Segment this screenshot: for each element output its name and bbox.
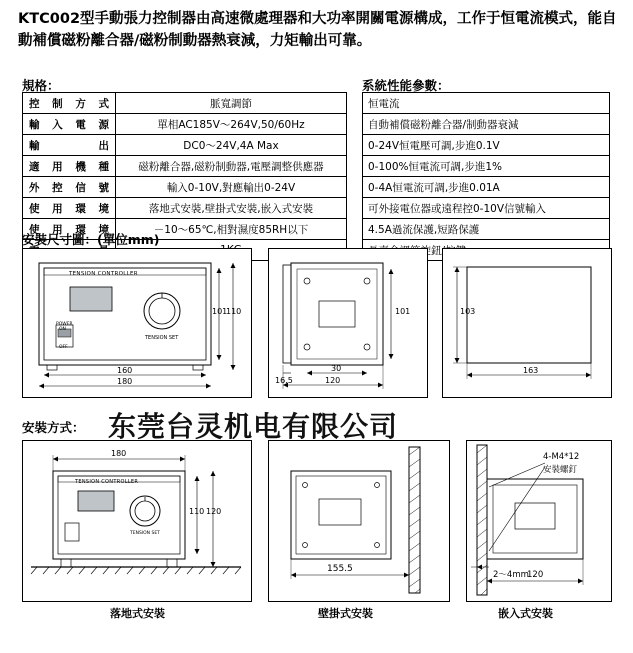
- spec-value: 輸入0-10V,對應輸出0-24V: [116, 177, 347, 198]
- mounting-section-title: 安裝方式：: [22, 420, 85, 435]
- page-headline: KTC002型手動張力控制器由高速微處理器和大功率開關電源構成，工作于恒電流模式，能自動補償磁粉離合器/磁粉制動器熱衰減，力矩輸出可靠。: [18, 11, 617, 50]
- dim-180-label: 180: [117, 377, 133, 386]
- table-row: [363, 177, 610, 198]
- table-row: [23, 114, 347, 135]
- dim-160-label: 160: [117, 366, 133, 375]
- table-row: [23, 177, 347, 198]
- dimension-back-view: [442, 248, 612, 398]
- dim-120-label: 120: [325, 376, 341, 385]
- perf-value: 0-24V恒電壓可調,步進0.1V: [363, 135, 610, 156]
- spec-value: －10～65℃,相對濕度85RH以下: [116, 219, 347, 240]
- table-row: [23, 135, 347, 156]
- dim-101-label: 101: [395, 307, 411, 316]
- panel-brand-label: TENSION CONTROLLER: [69, 271, 138, 277]
- screw-note-line2: 安裝螺釘: [543, 465, 578, 475]
- spec-value: 磁粉離合器,磁粉制動器,電壓調整供應器: [116, 156, 347, 177]
- spec-value: 落地式安裝,壁掛式安裝,嵌入式安裝: [116, 198, 347, 219]
- spec-value: DC0～24V,4A Max: [116, 135, 347, 156]
- power-label: POWER: [56, 322, 73, 327]
- spec-key: 適用機種: [23, 156, 116, 177]
- mounting-embedded-view: [466, 440, 612, 602]
- company-watermark: 东莞台灵机电有限公司: [108, 410, 399, 443]
- dim-163-label: 163: [523, 366, 539, 375]
- perf-value: 恒電流: [363, 93, 610, 114]
- floor-mount-caption: 落地式安裝: [110, 607, 165, 620]
- on-label: ON: [59, 327, 66, 332]
- spec-key: 使用環境: [23, 219, 116, 240]
- spec-key: 控制方式: [23, 93, 116, 114]
- spec-table: [22, 92, 347, 261]
- dim-110-label: 110: [226, 307, 242, 316]
- table-row: [363, 114, 610, 135]
- wall-thickness-label: 2～4mm: [493, 570, 529, 580]
- dim-155-5-label: 155.5: [327, 564, 353, 574]
- dimension-side-view: [268, 248, 428, 398]
- knob-label: TENSION SET: [145, 335, 179, 341]
- dim-120-label: 120: [527, 570, 544, 580]
- mounting-wall-view: [268, 440, 450, 602]
- table-row: [363, 219, 610, 240]
- spec-key: 使用環境: [23, 198, 116, 219]
- table-row: [363, 156, 610, 177]
- table-row: [23, 93, 347, 114]
- table-row: [23, 219, 347, 240]
- spec-key: 外控信號: [23, 177, 116, 198]
- performance-table: [362, 92, 610, 261]
- spec-value: 單相AC185V～264V,50/60Hz: [116, 114, 347, 135]
- dim-16-5-label: 16.5: [275, 376, 293, 385]
- dimension-section-title: 安裝尺寸圖：(單位mm): [22, 232, 160, 247]
- perf-value: 可外接電位器或遠程控0-10V信號輸入: [363, 198, 610, 219]
- dimension-front-view: [22, 248, 252, 398]
- spec-section-title: 規格：: [22, 78, 60, 93]
- knob-label: TENSION SET: [130, 531, 160, 536]
- wall-mount-caption: 壁掛式安裝: [318, 607, 373, 620]
- dim-103-label: 103: [460, 307, 476, 316]
- dim-30-label: 30: [331, 364, 342, 373]
- table-row: [363, 93, 610, 114]
- perf-section-title: 系統性能參數：: [362, 78, 450, 93]
- panel-brand-label: TENSION CONTROLLER: [75, 479, 139, 485]
- table-row: [23, 156, 347, 177]
- screw-note-line1: 4-M4*12: [543, 452, 580, 462]
- dim-101-label: 101: [212, 307, 228, 316]
- perf-value: 0-100%恒電流可調,步進1%: [363, 156, 610, 177]
- table-row: [23, 198, 347, 219]
- perf-value: 0-4A恒電流可調,步進0.01A: [363, 177, 610, 198]
- table-row: [363, 135, 610, 156]
- perf-value: 4.5A過流保護,短路保護: [363, 219, 610, 240]
- perf-value: 自動補償磁粉離合器/制動器衰減: [363, 114, 610, 135]
- embedded-mount-caption: 嵌入式安裝: [498, 607, 553, 620]
- mounting-floor-view: [22, 440, 252, 602]
- dim-120-label: 120: [206, 507, 222, 516]
- off-label: OFF: [59, 345, 68, 350]
- dim-110-label: 110: [189, 507, 205, 516]
- spec-key: 輸入電源: [23, 114, 116, 135]
- spec-key: 輸 出: [23, 135, 116, 156]
- dim-180-label: 180: [111, 449, 127, 458]
- spec-value: 脈寬調節: [116, 93, 347, 114]
- table-row: [363, 198, 610, 219]
